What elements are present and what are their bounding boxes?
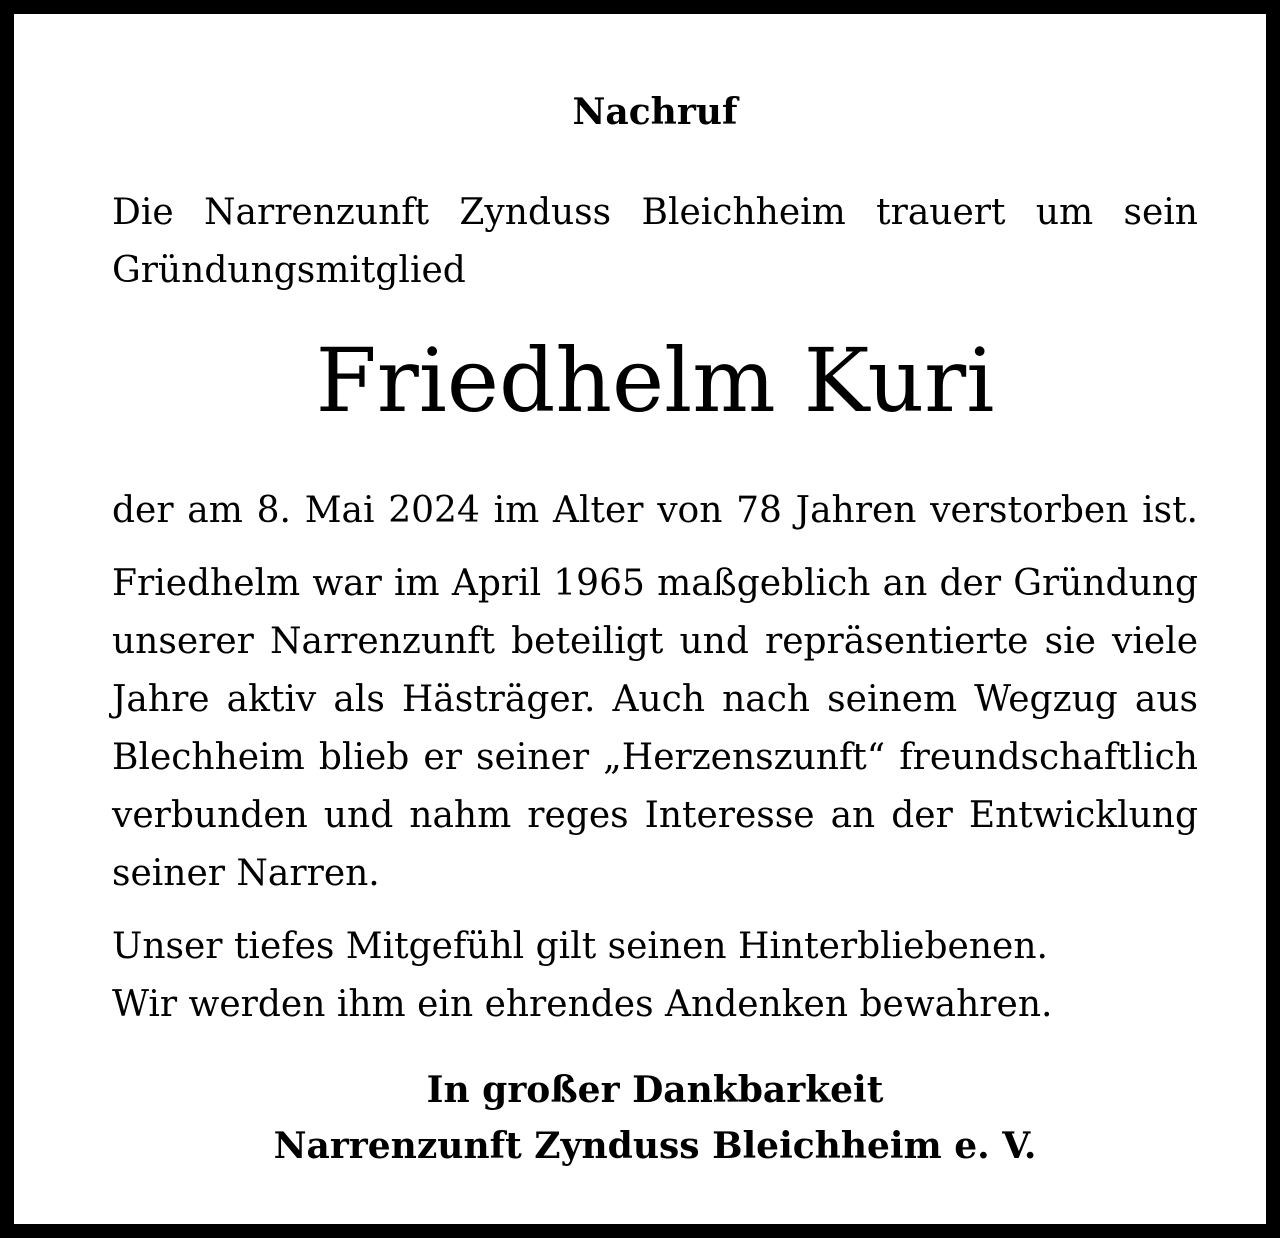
bio-line: Jahre aktiv als Hästräger. Auch nach seinem Wegzug aus [112, 679, 1198, 720]
bio-line: verbunden und nahm reges Interesse an der Entwicklung [112, 795, 1198, 836]
bio-paragraph [112, 555, 1198, 903]
closing-signature [112, 1062, 1198, 1174]
deceased-name: Friedhelm Kuri [315, 329, 995, 432]
condolence-line: Wir werden ihm ein ehrendes Andenken bewahren. [112, 984, 1053, 1025]
death-line [112, 482, 1198, 540]
obituary-heading: Nachruf [572, 91, 738, 133]
intro-paragraph [112, 184, 1198, 300]
condolence-paragraph [112, 918, 1198, 1034]
intro-line: Gründungsmitglied [112, 250, 466, 291]
bio-line: Blechheim blieb er seiner „Herzenszunft“ freundschaftlich [112, 737, 1198, 778]
bio-line: seiner Narren. [112, 853, 380, 894]
condolence-line: Unser tiefes Mitgefühl gilt seinen Hinterbliebenen. [112, 926, 1048, 967]
death-line-text: der am 8. Mai 2024 im Alter von 78 Jahren verstorben ist. [112, 490, 1198, 531]
intro-line: Die Narrenzunft Zynduss Bleichheim trauert um sein [112, 192, 1198, 233]
closing-line: In großer Dankbarkeit [426, 1069, 884, 1111]
bio-line: unserer Narrenzunft beteiligt und repräsentierte sie viele [112, 621, 1198, 662]
bio-line: Friedhelm war im April 1965 maßgeblich an der Gründung [112, 563, 1198, 604]
closing-line: Narrenzunft Zynduss Bleichheim e. V. [273, 1125, 1037, 1167]
